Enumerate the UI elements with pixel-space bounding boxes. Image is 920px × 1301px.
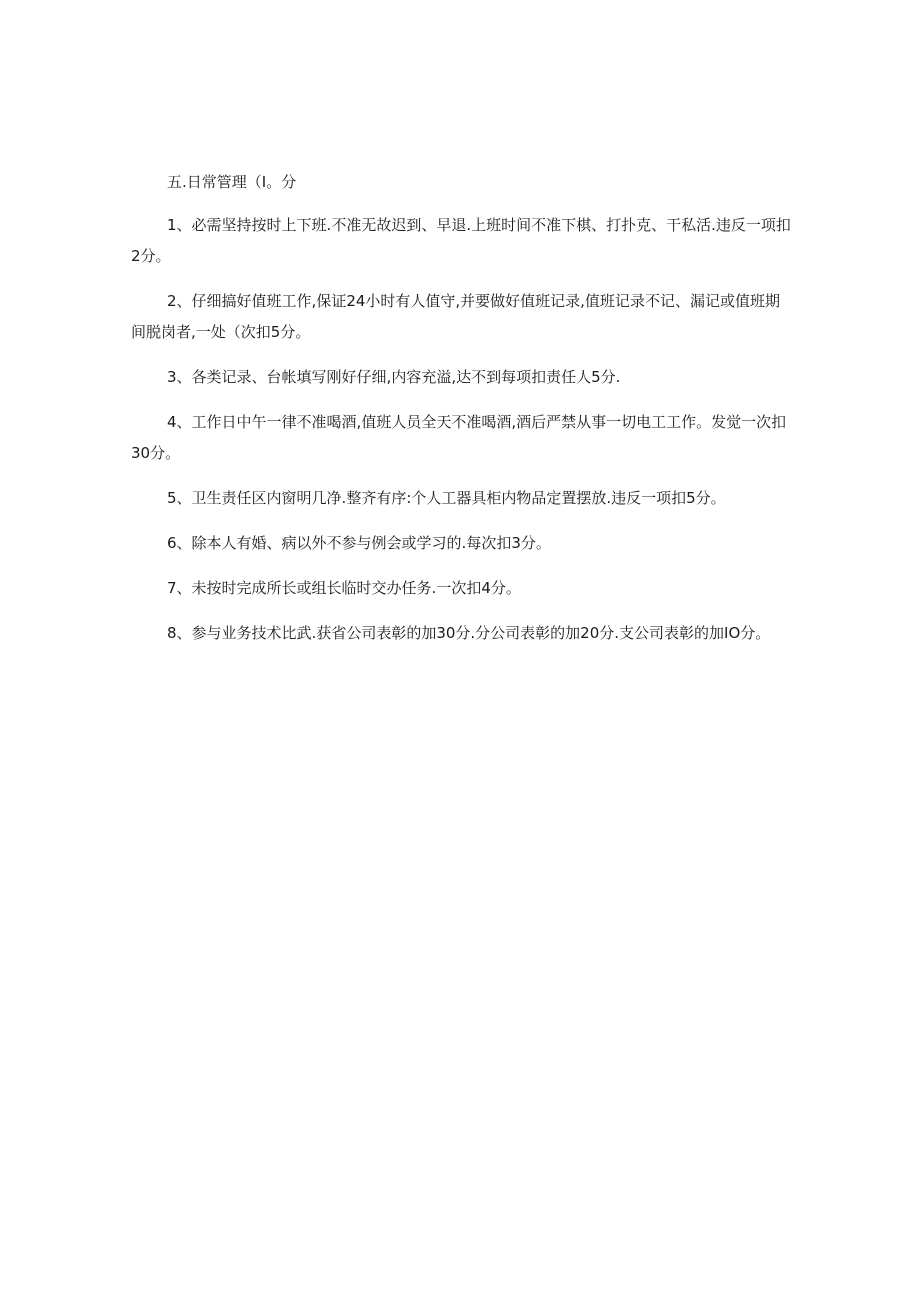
document-body — [131, 168, 791, 663]
section-title: 五.日常管理（I。分 — [167, 173, 297, 191]
rule-item-4: 4、工作日中午一律不准喝酒,值班人员全天不准喝酒,酒后严禁从事一切电工工作。发觉一次扣30分。 — [131, 413, 787, 462]
rule-item-8: 8、参与业务技术比武.获省公司表彰的加30分.分公司表彰的加20分.支公司表彰的加IO分。 — [167, 624, 771, 642]
rule-item-1: 1、必需坚持按时上下班.不准无故迟到、早退.上班时间不准下棋、打扑克、干私活.违反一项扣2分。 — [131, 216, 791, 265]
rule-item-5: 5、卫生责任区内窗明几净.整齐有序:个人工器具柜内物品定置摆放.违反一项扣5分。 — [167, 489, 726, 507]
rule-item-3: 3、各类记录、台帐填写刚好仔细,内容充溢,达不到每项扣责任人5分. — [167, 368, 621, 386]
rule-item-7: 7、未按时完成所长或组长临时交办任务.一次扣4分。 — [167, 579, 521, 597]
rule-item-2: 2、仔细搞好值班工作,保证24小时有人值守,并要做好值班记录,值班记录不记、漏记或值班期间脱岗者,一处（次扣5分。 — [131, 292, 780, 341]
rule-item-6: 6、除本人有婚、病以外不参与例会或学习的.每次扣3分。 — [167, 534, 551, 552]
